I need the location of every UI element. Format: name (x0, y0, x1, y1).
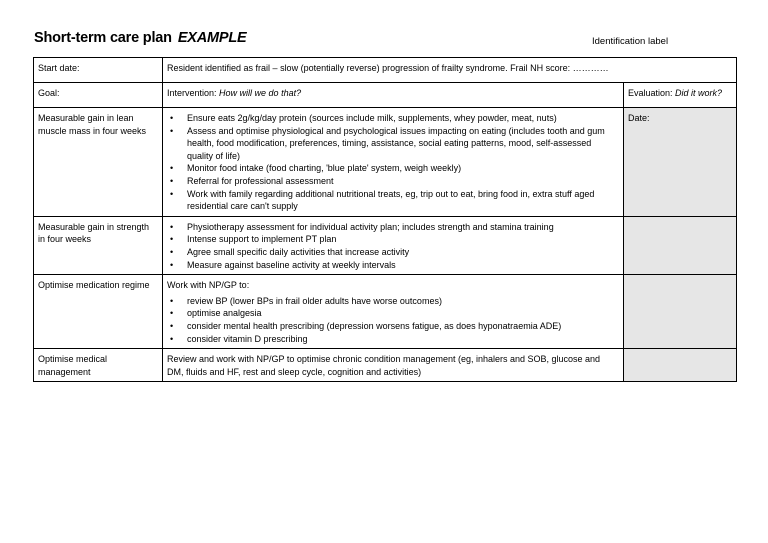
goal-cell: Measurable gain in lean muscle mass in four weeks (34, 108, 163, 217)
list-item: • Referral for professional assessment (187, 175, 618, 188)
list-item: • Agree small specific daily activities that increase activity (187, 246, 618, 259)
start-date-text: Resident identified as frail – slow (potentially reverse) progression of frailty syndrome. Frail NH score: ………… (163, 58, 737, 83)
list-item: • Monitor food intake (food charting, 'blue plate' system, weigh weekly) (187, 162, 618, 175)
evaluation-cell: Date: (624, 108, 737, 217)
intervention-lead: Work with NP/GP to: (167, 280, 250, 291)
list-item: • consider mental health prescribing (depression worsens fatigue, as does hyponatraemia ADE) (187, 320, 618, 333)
evaluation-cell (624, 349, 737, 382)
goal-header: Goal: (34, 83, 163, 108)
list-item: • Physiotherapy assessment for individual activity plan; includes strength and stamina training (187, 221, 618, 234)
goal-cell: Measurable gain in strength in four weeks (34, 216, 163, 274)
intervention-header (163, 83, 624, 108)
identification-label: Identification label (592, 36, 669, 47)
intervention-cell (163, 108, 624, 217)
list-item: • Ensure eats 2g/kg/day protein (sources include milk, supplements, whey powder, meat, nuts) (187, 112, 618, 125)
title-example: EXAMPLE (177, 30, 247, 46)
intervention-label: Intervention: (167, 88, 217, 98)
evaluation-header (624, 83, 737, 108)
start-date-row (34, 58, 737, 83)
table-row (34, 275, 737, 349)
intervention-cell (163, 275, 624, 349)
intervention-cell (163, 216, 624, 274)
intervention-list (167, 295, 618, 345)
list-item: • Assess and optimise physiological and psychological issues impacting on eating (includes tooth and gum health, food modification, preferences, timing, assistance, social eating patterns, mood, self-assessed quality of life) (187, 125, 618, 163)
header-row (34, 83, 737, 108)
list-item: • review BP (lower BPs in frail older adults have worse outcomes) (187, 295, 618, 308)
intervention-list (167, 221, 618, 271)
intervention-hint: How will we do that? (219, 88, 302, 98)
list-item: • Intense support to implement PT plan (187, 233, 618, 246)
start-date-label: Start date: (34, 58, 163, 83)
evaluation-label: Evaluation: (628, 88, 673, 98)
evaluation-cell (624, 216, 737, 274)
goal-cell: Optimise medical management (34, 349, 163, 382)
evaluation-cell (624, 275, 737, 349)
list-item: • optimise analgesia (187, 307, 618, 320)
title-text: Short-term care plan (34, 30, 172, 46)
table-row (34, 108, 737, 217)
list-item: • Measure against baseline activity at weekly intervals (187, 259, 618, 272)
list-item: • Work with family regarding additional nutritional treats, eg, trip out to eat, bring food in, extra stuff aged residential care can't supply (187, 188, 618, 213)
list-item: • consider vitamin D prescribing (187, 333, 618, 346)
table-row (34, 349, 737, 382)
intervention-cell: Review and work with NP/GP to optimise chronic condition management (eg, inhalers and SOB, glucose and DM, fluids and HF, rest and sleep cycle, cognition and activities) (163, 349, 624, 382)
page-title (34, 30, 247, 46)
evaluation-hint: Did it work? (675, 88, 723, 98)
intervention-list (167, 112, 618, 213)
table-row (34, 216, 737, 274)
care-plan-table (33, 57, 737, 382)
goal-cell: Optimise medication regime (34, 275, 163, 349)
